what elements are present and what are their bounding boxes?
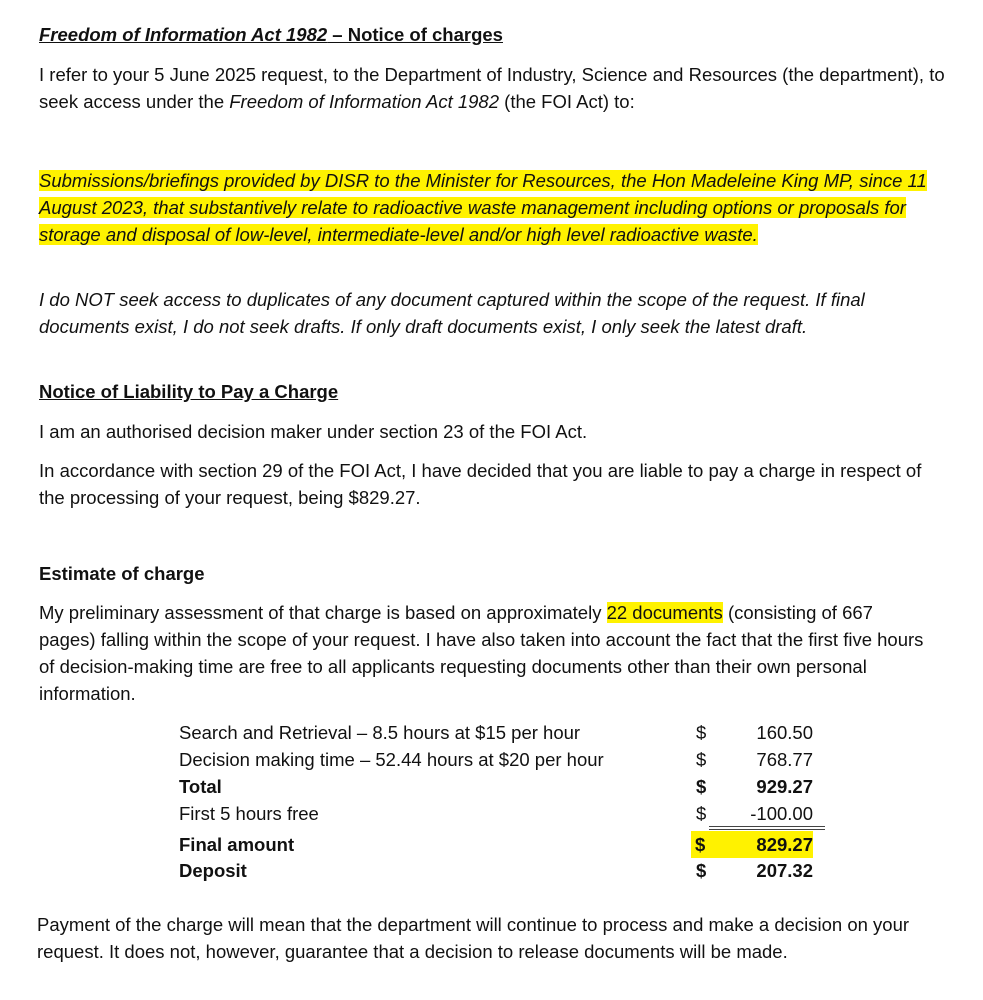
estimate-text-after: (consisting of 667 pages) falling within the scope of your request. I have also taken into account the fact that the first five hours of decision-making time are free to all applicants requesting documents other than their own personal information.: [39, 602, 924, 704]
act-title: Freedom of Information Act 1982: [39, 24, 328, 45]
charge-amount: -100.00: [750, 803, 813, 824]
charge-amount: 768.77: [756, 749, 813, 770]
documents-count-highlight: 22 documents: [606, 602, 723, 623]
intro-text-1: I refer to your 5 June 2025 request, to the Department of Industry, Science and Resources (the department), to seek access under the: [39, 64, 945, 112]
intro-paragraph: [39, 61, 954, 115]
charge-label: Final amount: [179, 834, 295, 855]
estimate-paragraph: [39, 599, 934, 707]
exclusions-paragraph: I do NOT seek access to duplicates of any document captured within the scope of the request. If final documents exist, I do not seek drafts. If only draft documents exist, I only seek the latest draft.: [39, 289, 865, 337]
charge-row-decision: [179, 746, 839, 773]
liability-heading: Notice of Liability to Pay a Charge: [39, 381, 339, 402]
charge-amount: 207.32: [756, 860, 813, 881]
estimate-text-before: My preliminary assessment of that charge is based on approximately: [39, 602, 607, 623]
currency-symbol: $: [691, 831, 715, 858]
currency-symbol: $: [696, 803, 707, 824]
closing-paragraph: Payment of the charge will mean that the department will continue to process and make a decision on your request. It does not, however, guarantee that a decision to release documents will be made.: [37, 914, 910, 962]
charge-amount: 829.27: [711, 831, 813, 858]
intro-text-2: (the FOI Act) to:: [499, 91, 635, 112]
charge-row-total: [179, 773, 839, 800]
charge-amount: 160.50: [756, 722, 813, 743]
request-scope: [39, 167, 939, 248]
charge-label: Deposit: [179, 860, 247, 881]
currency-symbol: $: [696, 860, 707, 881]
charge-row-search: [179, 719, 839, 746]
charge-row-final: [179, 831, 839, 858]
sum-rule: [709, 826, 825, 827]
currency-symbol: $: [696, 776, 707, 797]
heading-suffix: – Notice of charges: [327, 24, 503, 45]
intro-act-name: Freedom of Information Act 1982: [229, 91, 500, 112]
request-scope-text: Submissions/briefings provided by DISR to the Minister for Resources, the Hon Madeleine King MP, since 11 August 2023, that substantively relate to radioactive waste management including options or proposals for storage and disposal of low-level, intermediate-level and/or high level radioactive waste.: [39, 170, 927, 245]
charge-label: Search and Retrieval – 8.5 hours at $15 per hour: [179, 722, 581, 743]
currency-symbol: $: [696, 749, 707, 770]
charge-label: First 5 hours free: [179, 803, 319, 824]
charge-label: Decision making time – 52.44 hours at $20 per hour: [179, 749, 604, 770]
sum-rule-double: [709, 829, 825, 830]
liability-para-1: I am an authorised decision maker under section 23 of the FOI Act.: [39, 421, 588, 442]
notice-heading: [39, 21, 954, 48]
charge-row-deposit: [179, 857, 839, 884]
charge-amount: 929.27: [756, 776, 813, 797]
charge-label: Total: [179, 776, 222, 797]
estimate-heading: Estimate of charge: [39, 563, 205, 584]
charge-row-free-hours: [179, 800, 839, 827]
currency-symbol: $: [696, 722, 707, 743]
liability-para-2: In accordance with section 29 of the FOI Act, I have decided that you are liable to pay a charge in respect of the processing of your request, being $829.27.: [39, 460, 922, 508]
